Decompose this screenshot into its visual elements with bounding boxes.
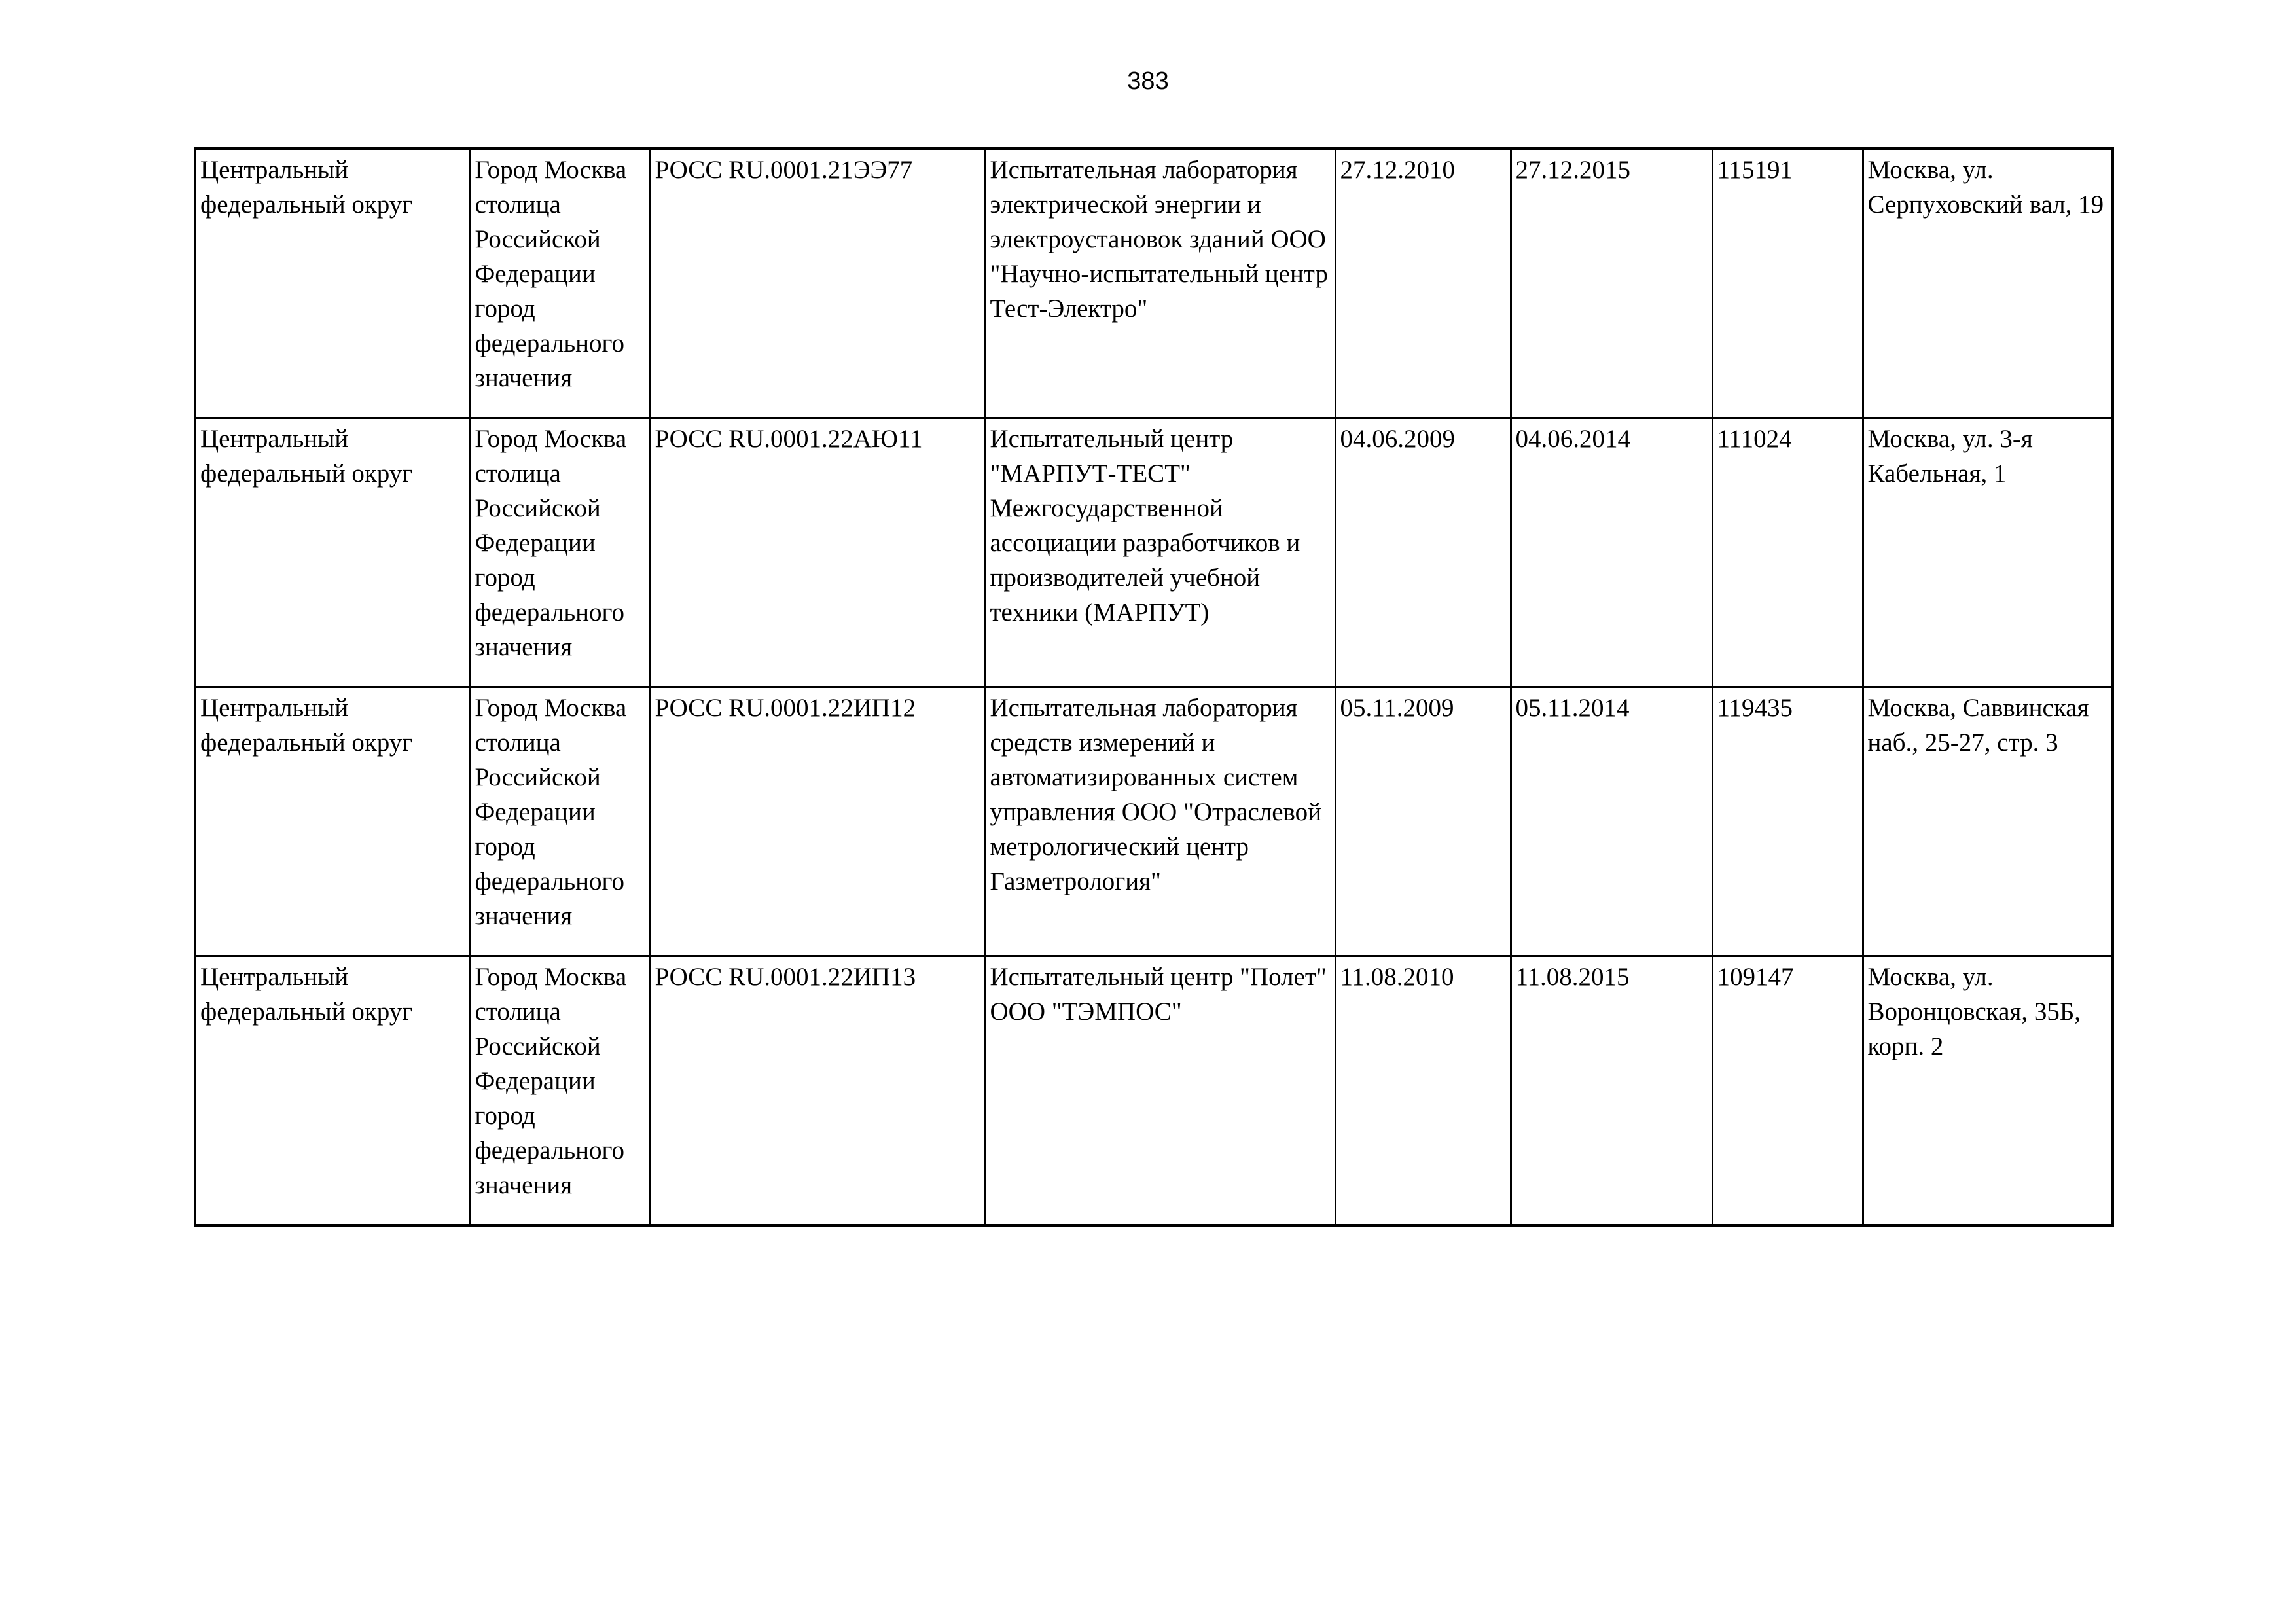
organization-cell: Испытательный центр "Полет" ООО "ТЭМПОС": [985, 956, 1335, 1226]
region-cell: Город Москва столица Российской Федерации город федерального значения: [470, 149, 650, 418]
organization-cell: Испытательная лаборатория электрической энергии и электроустановок зданий ООО "Научно-испытательный центр Тест-Электро": [985, 149, 1335, 418]
date-from-cell: 05.11.2009: [1335, 687, 1511, 956]
date-from-cell: 11.08.2010: [1335, 956, 1511, 1226]
organization-cell: Испытательный центр "МАРПУТ-ТЕСТ" Межгосударственной ассоциации разработчиков и производителей учебной техники (МАРПУТ): [985, 418, 1335, 687]
date-from-cell: 04.06.2009: [1335, 418, 1511, 687]
district-cell: Центральный федеральный округ: [195, 149, 470, 418]
postal-code-cell: 111024: [1712, 418, 1863, 687]
address-cell: Москва, ул. 3-я Кабельная, 1: [1863, 418, 2113, 687]
registry-table: [194, 147, 2114, 1227]
date-to-cell: 27.12.2015: [1511, 149, 1712, 418]
page-number: 383: [1127, 67, 1169, 95]
cert-number-cell: РОСС RU.0001.22ИП13: [650, 956, 985, 1226]
postal-code-cell: 115191: [1712, 149, 1863, 418]
district-cell: Центральный федеральный округ: [195, 687, 470, 956]
cert-number-cell: РОСС RU.0001.22АЮ11: [650, 418, 985, 687]
cert-number-cell: РОСС RU.0001.21ЭЭ77: [650, 149, 985, 418]
table-row: [195, 687, 2113, 956]
date-from-cell: 27.12.2010: [1335, 149, 1511, 418]
table-row: [195, 956, 2113, 1226]
region-cell: Город Москва столица Российской Федерации город федерального значения: [470, 687, 650, 956]
address-cell: Москва, ул. Воронцовская, 35Б, корп. 2: [1863, 956, 2113, 1226]
date-to-cell: 04.06.2014: [1511, 418, 1712, 687]
address-cell: Москва, ул. Серпуховский вал, 19: [1863, 149, 2113, 418]
organization-cell: Испытательная лаборатория средств измерений и автоматизированных систем управления ООО "Отраслевой метрологический центр Газметрология": [985, 687, 1335, 956]
table-row: [195, 149, 2113, 418]
district-cell: Центральный федеральный округ: [195, 956, 470, 1226]
date-to-cell: 05.11.2014: [1511, 687, 1712, 956]
cert-number-cell: РОСС RU.0001.22ИП12: [650, 687, 985, 956]
address-cell: Москва, Саввинская наб., 25-27, стр. 3: [1863, 687, 2113, 956]
table-row: [195, 418, 2113, 687]
region-cell: Город Москва столица Российской Федерации город федерального значения: [470, 418, 650, 687]
postal-code-cell: 119435: [1712, 687, 1863, 956]
region-cell: Город Москва столица Российской Федерации город федерального значения: [470, 956, 650, 1226]
postal-code-cell: 109147: [1712, 956, 1863, 1226]
district-cell: Центральный федеральный округ: [195, 418, 470, 687]
date-to-cell: 11.08.2015: [1511, 956, 1712, 1226]
